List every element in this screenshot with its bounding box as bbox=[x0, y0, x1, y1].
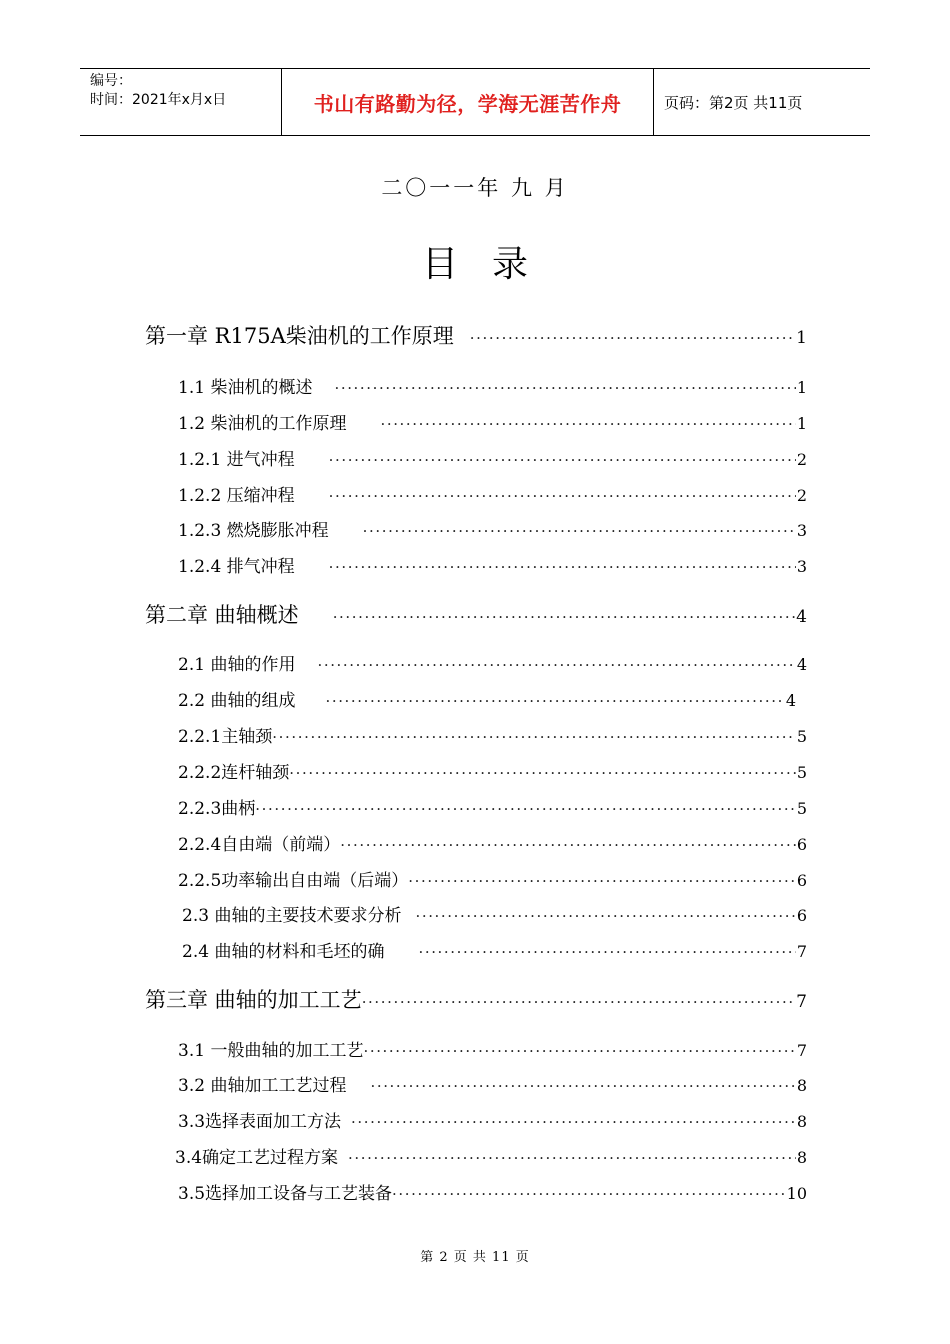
toc-entry-text: 2.2.2连杆轴颈 bbox=[178, 763, 290, 783]
toc-leader bbox=[351, 1113, 796, 1131]
toc-leader bbox=[370, 1077, 795, 1095]
toc-entry bbox=[178, 1036, 807, 1061]
toc-entry bbox=[178, 866, 807, 891]
page-header bbox=[80, 68, 870, 136]
page-footer: 第 2 页 共 11 页 bbox=[420, 1250, 530, 1265]
toc-entry-text: 1.2.2 压缩冲程 bbox=[178, 486, 295, 506]
toc-entry-text: 1.2.3 燃烧膨胀冲程 bbox=[178, 521, 329, 541]
toc-leader bbox=[348, 1149, 796, 1167]
toc-leader bbox=[317, 656, 795, 674]
toc-entry bbox=[178, 1179, 807, 1204]
toc-entry bbox=[178, 650, 807, 675]
toc-leader bbox=[333, 608, 795, 626]
date-line: 二〇一一年 九 月 bbox=[381, 176, 569, 200]
toc-entry-page: 4 bbox=[796, 607, 807, 627]
toc-entry-page: 4 bbox=[796, 655, 807, 674]
toc-entry-page: 7 bbox=[796, 992, 807, 1012]
toc-entry bbox=[178, 481, 807, 506]
toc-entry-page: 6 bbox=[796, 906, 807, 925]
toc-leader bbox=[255, 800, 796, 818]
toc-entry-text: 3.3选择表面加工方法 bbox=[178, 1112, 342, 1132]
toc-leader bbox=[329, 558, 796, 576]
toc-entry-text: 2.2 曲轴的组成 bbox=[178, 691, 296, 711]
toc-entry-text: 2.2.4自由端（前端） bbox=[178, 835, 341, 855]
toc-entry-text: 3.4确定工艺过程方案 bbox=[175, 1148, 339, 1168]
toc-entry-page: 3 bbox=[796, 521, 807, 540]
toc-entry-text: 2.2.5功率输出自由端（后端） bbox=[178, 871, 409, 891]
toc-entry bbox=[178, 722, 807, 747]
toc-entry-page: 6 bbox=[796, 871, 807, 890]
toc-entry bbox=[178, 686, 796, 711]
toc-entry-page: 7 bbox=[796, 942, 807, 961]
header-meta bbox=[80, 69, 282, 135]
toc-entry-text: 3.1 一般曲轴的加工工艺 bbox=[178, 1041, 364, 1061]
toc-leader bbox=[380, 415, 795, 433]
toc-entry bbox=[178, 1107, 807, 1132]
toc-entry bbox=[182, 937, 807, 962]
toc-entry-page: 8 bbox=[796, 1148, 807, 1167]
toc-entry-page: 1 bbox=[796, 378, 807, 397]
toc-entry bbox=[178, 1071, 807, 1096]
toc-entry-text: 2.1 曲轴的作用 bbox=[178, 655, 296, 675]
toc-entry bbox=[178, 830, 807, 855]
toc-entry-text: 1.2.4 排气冲程 bbox=[178, 557, 295, 577]
toc-entry-text: 2.2.3曲柄 bbox=[178, 799, 256, 819]
toc-entry-page: 2 bbox=[796, 486, 807, 505]
toc-entry-page: 2 bbox=[796, 450, 807, 469]
toc-leader bbox=[418, 943, 795, 961]
header-page-info: 页码：第2页 共11页 bbox=[664, 93, 803, 112]
toc-entry-text: 2.3 曲轴的主要技术要求分析 bbox=[182, 906, 402, 926]
toc-entry bbox=[178, 516, 807, 541]
toc-entry-page: 10 bbox=[786, 1184, 807, 1203]
toc-entry bbox=[145, 320, 807, 350]
toc-entry-text: 3.2 曲轴加工工艺过程 bbox=[178, 1076, 347, 1096]
toc-entry bbox=[178, 445, 807, 470]
toc-entry bbox=[175, 1143, 807, 1168]
toc-leader bbox=[363, 1042, 795, 1060]
toc-entry-page: 4 bbox=[785, 691, 796, 710]
toc-entry bbox=[178, 758, 807, 783]
header-motto: 书山有路勤为径，学海无涯苦作舟 bbox=[282, 69, 654, 135]
toc-leader bbox=[272, 728, 796, 746]
toc-entry bbox=[145, 599, 807, 629]
toc-leader bbox=[408, 872, 796, 890]
toc-entry-text: 2.4 曲轴的材料和毛坯的确 bbox=[182, 942, 385, 962]
toc-leader bbox=[334, 379, 795, 397]
toc-entry-page: 5 bbox=[796, 727, 807, 746]
toc-entry bbox=[178, 409, 807, 434]
toc-entry-page: 8 bbox=[796, 1076, 807, 1095]
toc-entry-page: 7 bbox=[796, 1041, 807, 1060]
toc-entry-text: 第二章 曲轴概述 bbox=[145, 603, 299, 627]
toc-leader bbox=[470, 329, 795, 347]
toc-leader bbox=[392, 1185, 786, 1203]
toc-entry bbox=[178, 794, 807, 819]
toc-leader bbox=[363, 522, 796, 540]
toc-entry-page: 1 bbox=[796, 414, 807, 433]
toc-entry-text: 第一章 R175A柴油机的工作原理 bbox=[145, 324, 454, 348]
toc-entry-page: 1 bbox=[796, 328, 807, 348]
toc-entry-text: 2.2.1主轴颈 bbox=[178, 727, 273, 747]
toc-entry bbox=[145, 984, 807, 1014]
time-label: 时间：2021年x月x日 bbox=[90, 92, 227, 108]
toc-leader bbox=[329, 487, 796, 505]
toc-entry-text: 1.2.1 进气冲程 bbox=[178, 450, 295, 470]
toc-entry-page: 8 bbox=[796, 1112, 807, 1131]
toc-entry bbox=[178, 552, 807, 577]
toc-leader bbox=[329, 451, 796, 469]
toc-entry-page: 5 bbox=[796, 799, 807, 818]
toc-leader bbox=[325, 692, 784, 710]
toc-entry-text: 1.2 柴油机的工作原理 bbox=[178, 414, 347, 434]
toc-leader bbox=[340, 836, 796, 854]
toc-leader bbox=[362, 993, 795, 1011]
number-label: 编号： bbox=[90, 73, 132, 89]
toc-entry-text: 3.5选择加工设备与工艺装备 bbox=[178, 1184, 393, 1204]
toc-leader bbox=[415, 907, 795, 925]
toc-entry-page: 5 bbox=[796, 763, 807, 782]
toc-title: 目录 bbox=[421, 244, 562, 285]
toc-entry-page: 6 bbox=[796, 835, 807, 854]
toc-entry-page: 3 bbox=[796, 557, 807, 576]
toc-entry bbox=[178, 373, 807, 398]
toc-entry-text: 第三章 曲轴的加工工艺 bbox=[145, 988, 362, 1012]
toc-entry bbox=[182, 901, 807, 926]
toc-leader bbox=[289, 764, 796, 782]
toc-entry-text: 1.1 柴油机的概述 bbox=[178, 378, 313, 398]
